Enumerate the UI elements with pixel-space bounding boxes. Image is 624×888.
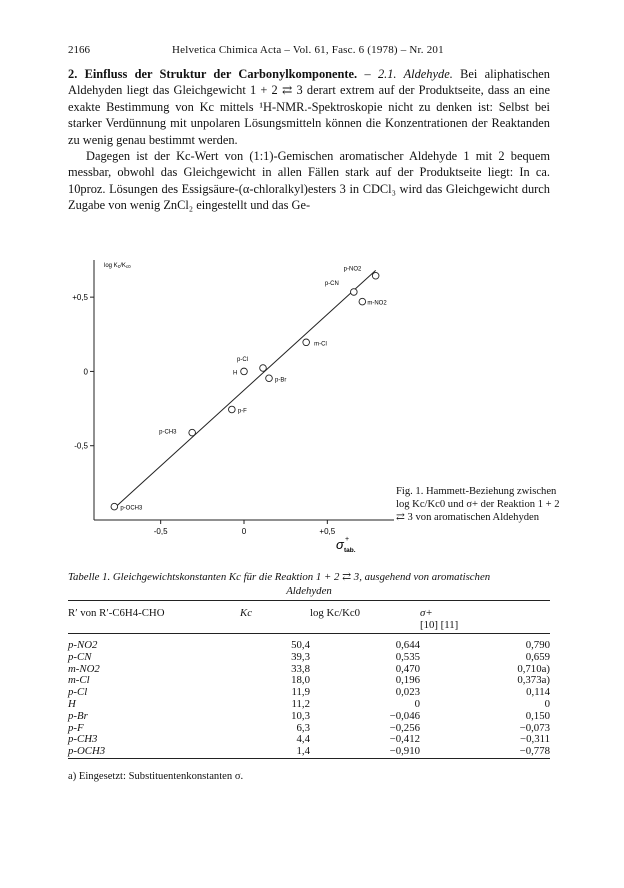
- table-cell: −0,046: [389, 709, 420, 722]
- data-point: [351, 289, 358, 296]
- data-point: [241, 368, 248, 375]
- table-cell: 0,535: [395, 650, 420, 663]
- table-cell: 11,9: [291, 686, 310, 699]
- table-cell: 10,3: [291, 709, 310, 722]
- header-sigma-symbol: σ+: [420, 607, 433, 619]
- point-label: H: [233, 370, 238, 377]
- data-point: [189, 429, 196, 436]
- table-row: [68, 634, 550, 652]
- body-text: [68, 66, 550, 214]
- running-header: [68, 44, 550, 60]
- table-row: [68, 711, 550, 723]
- section-heading: 2. Einfluss der Struktur der Carbonylkomponente.: [68, 67, 358, 81]
- point-label: p-CN: [324, 280, 339, 287]
- x-axis-label: [336, 536, 356, 554]
- table-cell: 1,4: [296, 745, 310, 758]
- table-cell: −0,256: [389, 721, 420, 734]
- table-cell: p-NO2: [68, 639, 98, 651]
- y-tick-label: 0: [83, 367, 88, 377]
- table-cell: p-Cl: [68, 686, 88, 699]
- equilibrium-table: [68, 600, 550, 759]
- table-cell: −0,073: [519, 721, 550, 734]
- point-label: p-Cl: [237, 357, 249, 364]
- table-cell: 0: [544, 697, 550, 710]
- table-cell: 0,114: [526, 686, 550, 699]
- journal-title: Helvetica Chimica Acta – Vol. 61, Fasc. 6 (1978) – Nr. 201: [172, 44, 444, 56]
- table-cell: 6,3: [296, 721, 310, 734]
- subsection-heading: – 2.1. Aldehyde.: [364, 67, 453, 81]
- table-cell: 0,644: [395, 639, 420, 651]
- paragraph-2: Dagegen ist der Kc-Wert von (1:1)-Gemischen aromatischer Aldehyde 1 mit 2 bequem messbar, obwohl das Gleichgewicht in allen Fällen stark auf der Produktseite liegt: In ca. 10proz. Lösungen des Essigsäure-(α-chloralkyl)esters 3 in CDCl₃ wird das Gleichgewicht durch Zugabe von wenig ZnCl₂ eingestellt und das Ge-: [68, 149, 550, 213]
- paragraph-1-text: Bei aliphatischen Aldehyden liegt das Gleichgewicht 1 + 2 ⇄ 3 derart extrem auf der Produktseite, dass an eine exakte Bestimmung von Kc mittels ¹H-NMR.-Spektroskopie nicht zu denken ist: Selbst bei starker Verdünnung mit unpolaren Lösungsmitteln können die Konzentrationen der Reaktanden zu wenig genau bestimmt werden.: [68, 67, 550, 147]
- table-cell: p-F: [68, 721, 84, 734]
- axis-ticks: [72, 293, 336, 536]
- point-label: m-Cl: [314, 341, 327, 348]
- table-cell: −0,778: [519, 745, 550, 758]
- regression-line: [114, 270, 375, 508]
- point-label: p-OCH3: [120, 505, 143, 512]
- table-cell: H: [68, 697, 76, 710]
- svg-text:tab.: tab.: [344, 547, 356, 554]
- point-label: p-NO2: [343, 266, 362, 273]
- table-row: [68, 652, 550, 664]
- point-label: m-NO2: [367, 300, 387, 307]
- data-point: [266, 375, 273, 382]
- figure-caption: [396, 485, 566, 524]
- point-label: p-F: [237, 408, 247, 415]
- paragraph-1: [68, 66, 550, 148]
- page-number: 2166: [68, 44, 90, 56]
- header-sigma: [420, 601, 550, 634]
- table-cell: m-NO2: [68, 662, 100, 675]
- table-footnote: a) Eingesetzt: Substituentenkonstanten σ.: [68, 771, 244, 782]
- y-tick-label: +0,5: [72, 293, 88, 303]
- table-row: [68, 746, 550, 758]
- data-point: [229, 406, 236, 413]
- table-cell: 0,196: [395, 674, 420, 687]
- table-cell: p-Br: [68, 709, 88, 722]
- table-caption-line1: Tabelle 1. Gleichgewichtskonstanten Kc für die Reaktion 1 + 2 ⇄ 3, ausgehend von aromatischen: [68, 571, 491, 583]
- data-points: [111, 267, 387, 512]
- table-cell: 0,470: [395, 662, 420, 675]
- hammett-plot: [50, 255, 400, 575]
- table-body: [68, 634, 550, 759]
- data-point: [359, 298, 366, 305]
- table-row: [68, 699, 550, 711]
- table-caption-line2: Aldehyden: [286, 584, 332, 597]
- table-cell: 0,710a): [517, 662, 550, 675]
- table-cell: 0: [414, 697, 420, 710]
- table-cell: 33,8: [291, 662, 310, 675]
- table-cell: 0,150: [525, 709, 550, 722]
- y-axis-label: log Kc/Kc0: [104, 263, 131, 270]
- x-tick-label: -0,5: [153, 527, 168, 536]
- figure-caption-text: Fig. 1. Hammett-Beziehung zwischen log Kc/Kc0 und σ+ der Reaktion 1 + 2 ⇄ 3 von aromatischen Aldehyden: [396, 486, 560, 523]
- data-point: [303, 339, 310, 346]
- x-tick-label: 0: [241, 527, 247, 536]
- data-point: [111, 503, 118, 510]
- table-cell: 0,023: [395, 686, 420, 699]
- table-cell: 0,790: [525, 639, 550, 651]
- table-cell: p-CN: [68, 650, 92, 663]
- point-label: p-Br: [275, 377, 287, 384]
- header-sigma-refs: [10] [11]: [420, 619, 459, 631]
- table-cell: m-Cl: [68, 674, 90, 687]
- header-substituent: R′ von R′-C6H4-CHO: [68, 607, 165, 619]
- table-header-row: [68, 601, 550, 634]
- table-cell: −0,412: [389, 733, 420, 746]
- table-cell: 0,659: [525, 650, 550, 663]
- svg-text:+: +: [345, 536, 350, 543]
- table-cell: 0,373a): [517, 674, 550, 687]
- point-label: p-CH3: [159, 429, 177, 436]
- table-cell: −0,910: [389, 745, 420, 758]
- svg-text:σ: σ: [336, 537, 344, 552]
- header-logk: log Kc/Kc0: [310, 607, 361, 619]
- table-cell: 11,2: [291, 697, 310, 710]
- data-point: [372, 272, 379, 279]
- table-cell: p-CH3: [68, 733, 98, 746]
- table-cell: −0,311: [520, 733, 550, 746]
- table-cell: 4,4: [296, 733, 310, 746]
- table-caption: [68, 571, 550, 598]
- table-cell: p-OCH3: [68, 745, 106, 758]
- y-tick-label: -0,5: [74, 441, 88, 451]
- x-tick-label: +0,5: [319, 527, 336, 536]
- data-point: [260, 365, 267, 372]
- header-kc: Kc: [240, 607, 252, 619]
- table-cell: 50,4: [291, 639, 310, 651]
- table-cell: 18,0: [291, 674, 310, 687]
- table-cell: 39,3: [291, 650, 310, 663]
